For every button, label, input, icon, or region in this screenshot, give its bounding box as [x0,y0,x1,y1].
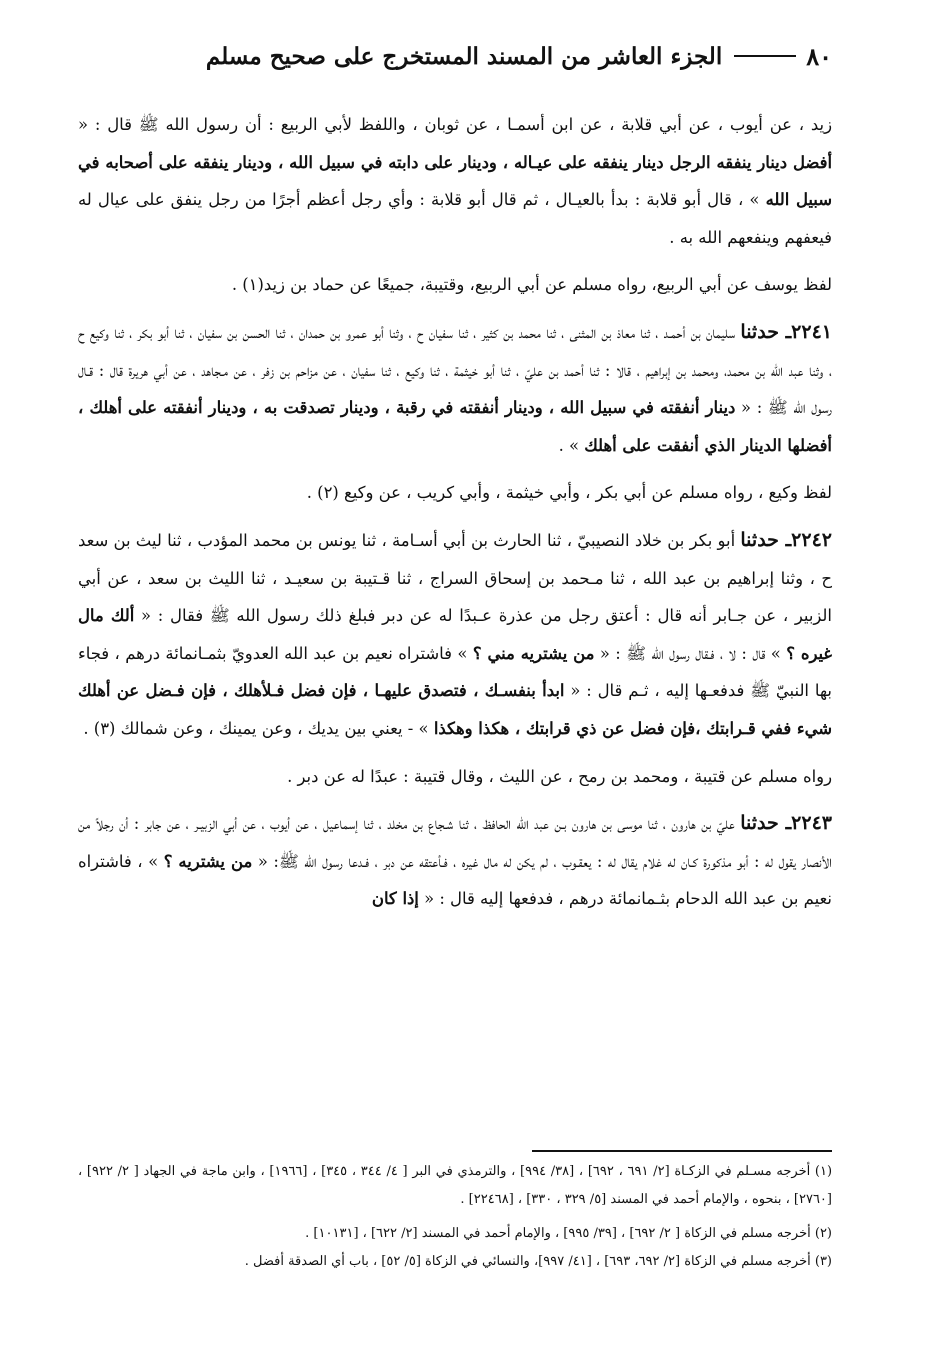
footnote-2: (٢) أخرجه مسلم في الزكاة [ ٢/ ٦٩٢] ، [٣٩/ ٩٩٥] ، والإمام أحمد في المسند [٢/ ٦٢٢] ، [١٠١٣١] . [305,1226,832,1241]
hadith-matn: من يشتريه ؟ [163,851,253,871]
isnad: أبو بكر بن خلاد النصيبيّ ، ثنا الحارث بن أبي أسـامة ، ثنا يونس بن محمد المؤدب ، ثنا ليث بن سعد ح ، وثنا إبراهيم بن عبد الله ، ثنا مـحمد بن إسحاق السراج ، ثنا قـتيبة بن سعيـد ، ثنا الليث بن سعد ، عن أبي الزبير ، عن جـابر أنه قال : أعتق رجل من عذرة عـبدًا له عن دبر فبلغ ذلك رسول الله ﷺ فقال : « [78,530,832,626]
text-line: ﷺ قال : « [78,115,159,134]
isnad: عليّ بن هارون ، ثنا موسى بن هارون بـن عبد الله الحافظ ، ثنا شـجاع بن مخلد ، ثنا إسماعيل ، عن أيوب ، عن أبي الزبيـر ، عن جابر : أن رجلاً من الأنصار يقول له : أبو مذكورة كـان له غلام يقال له : يعقـوب ، لم يكن له مال غيره ، فـأعتقه عن دبر ، فـدعا رسول الله ﷺ: « [78,814,832,871]
hadith-number: ٢٢٤٢ [791,528,832,551]
text-line: » ، قال أبو قلابة : بدأ بالعيـال ، ثم قال أبو قلابة : وأي رجل أعظم أجرًا من رجل ينفق على عيال له فيعفهم وينفعهم الله به . [78,190,832,247]
hadith-number: ٢٢٤٣ [791,812,832,835]
main-text [78,106,832,918]
hadith-matn: من يشتريه مني ؟ [472,643,595,663]
haddathana-word: ـ حدثنا [740,320,792,343]
hadith-matn: إذا كان [371,889,419,909]
haddathana-word: ـ حدثنا [740,812,792,835]
footnote-3: (٣) أخرجه مسلم في الزكاة [٢/ ٦٩٢، ٦٩٣] ، [٤١/ ٩٩٧]، والنسائي في الزكاة [٥/ ٥٢] ، باب أي الصدقة أفضل . [244,1254,832,1269]
hadith-matn: أفضل دينار ينفقه الرجل دينار ينفقه على عيـاله ، ودينار على دابته في سبيل الله ، ودينار ينفقه على أصحابه في سبيل الله [78,152,832,210]
hadith-matn: ألك مال غيره ؟ [78,606,833,663]
text-line: زيد ، عن أيوب ، عن أبي قلابة ، عن ابن أسمـا ، عن ثوبان ، واللفظ لأبي الربيع : أن رسول الله [165,115,832,134]
footnotes [78,1158,832,1276]
paragraph-takhrij-2: لفظ وكيع ، رواه مسلم عن أبي بكر ، وأبي خيثمة ، وأبي كريب ، عن وكيع (٢) . [306,483,832,503]
footnote-rule [532,1150,832,1152]
hadith-2241 [78,314,832,464]
isnad: سليمان بن أحمـد ، ثنا معاذ بن المثنى ، ثنا محمد بن كثير ، ثنا سفيان ح ، وثنا أبو عمرو بن حمدان ، ثنا الحسن بن سفيان ، ثنا أبو بكر ، ثنا وكيع ح ، وثنا عبد الله بن محمد، ومحمد بن إبراهيم ، قالا : ثنا أحمد بن عليّ ، ثنا أبو خيثمة ، ثنا وكيع ، ثنا سفيان ، عن مزاحم بن زفر ، عن مـجاهد ، عن أبي هريرة قال : قـال رسول الله ﷺ : « [78,322,832,418]
hadith-matn: دينار أنفقته في سبيل الله ، ودينار أنفقته في رقبة ، ودينار تصدقت به ، ودينار أنفقته على أهلك ، أفضلها الدينار الذي أنفقت على أهلك [78,398,832,455]
hadith-matn: ابدأ بنفسـك ، فتصدق عليهـا ، فإن فضل فـلأهلك ، فإن فـضل عن أهلك شيء ففي قـرابتك ،فإن فضل عن ذي قرابتك ، هكذا وهكذا [78,681,832,738]
paragraph-continuation [78,106,832,256]
hadith-2243 [78,805,832,918]
paragraph-takhrij-3: رواه مسلم عن قتيبة ، ومحمد بن رمح ، عن الليث ، وقال قتيبة : عبدًا له عن دبر . [287,766,832,786]
hadith-number: ٢٢٤١ [791,320,832,343]
haddathana-word: ـ حدثنا [740,528,792,551]
footnote-1: (١) أخرجه مسـلم في الزكـاة [٢/ ٦٩١ ، ٦٩٢] ، [٣٨/ ٩٩٤] ، والترمذي في البر [ ٤/ ٣٤٤ ، ٣٤٥] ، [١٩٦٦] ، وابن ماجة في الجهاد [ ٢/ ٩٢٢] ، [٢٧٦٠] ، بنحوه ، والإمام أحمد في المسند [٥/ ٣٢٩ ، ٣٣٠] ، [٢٢٤٦٨] . [78,1164,833,1207]
page-number: ٨٠ [806,41,832,71]
paragraph-takhrij-1: لفظ يوسف عن أبي الربيع، رواه مسلم عن أبي الربيع، وقتيبة، جميعًا عن حماد بن زيد(١) . [231,275,832,295]
hadith-2242 [78,522,832,748]
text-tail: » . [558,435,580,455]
text-tail: » - يعني بين يديك ، وعن يمينك ، وعن شمالك (٣) . [83,718,429,738]
text-part: » فاشتراه نعيم بن عبد الله العدويّ بثمـانمائة درهم ، فجاء بها النبيّ ﷺ فدفعـها إليه ، ثـم قال : « [78,643,832,701]
running-title: الجزء العاشر من المسند المستخرج على صحيح مسلم [205,42,723,70]
text-part: » قال : لا ، فـقال رسول الله ﷺ : « [599,643,781,663]
running-header [78,34,832,78]
text-part: » ، فاشتراه نعيم بن عبد الله الدحام بثـمانمائة درهم ، فدفعها إليه قال : « [78,851,832,909]
header-rule [734,55,796,57]
